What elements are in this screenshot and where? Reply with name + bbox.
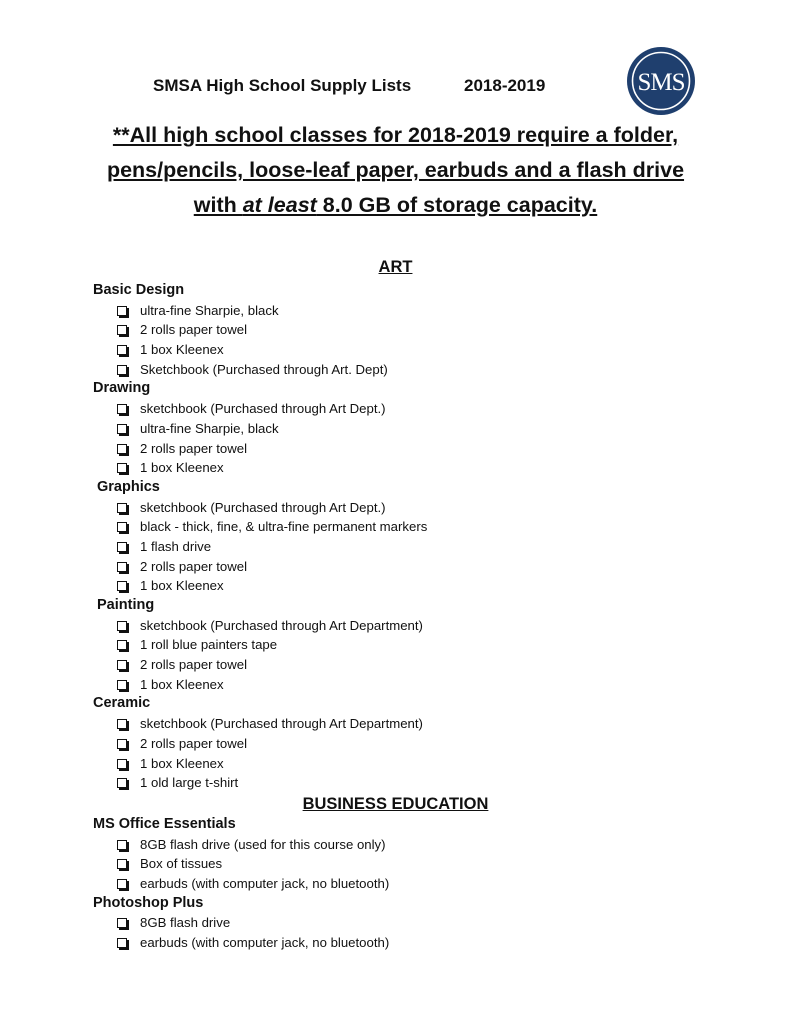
item-label: Box of tissues [140,856,223,872]
supply-list [0,256,791,953]
list-item [0,340,791,360]
list-item [0,616,791,636]
list-item [0,854,791,874]
list-item [0,360,791,380]
list-item [0,439,791,459]
list-item [0,320,791,340]
checkbox-icon[interactable] [117,660,127,670]
item-label: earbuds (with computer jack, no bluetooth) [140,875,390,891]
item-label: 1 box Kleenex [140,676,224,692]
checkbox-icon[interactable] [117,719,127,729]
item-label: 1 flash drive [140,538,212,554]
item-label: 1 roll blue painters tape [140,637,278,653]
course-heading: Photoshop Plus [93,894,204,911]
item-label: 1 box Kleenex [140,342,224,358]
checkbox-icon[interactable] [117,759,127,769]
item-label: 1 box Kleenex [140,460,224,476]
checkbox-icon[interactable] [117,640,127,650]
item-label: 2 rolls paper towel [140,440,248,456]
item-label: earbuds (with computer jack, no bluetooth) [140,935,390,950]
checkbox-icon[interactable] [117,840,127,850]
item-label: 2 rolls paper towel [140,657,248,673]
list-item [0,835,791,855]
item-label: sketchbook (Purchased through Art Dept.) [140,401,386,417]
list-item [0,734,791,754]
checkbox-icon[interactable] [117,879,127,889]
list-item [0,498,791,518]
item-label: 1 box Kleenex [140,755,224,771]
notice-line-3: with at least 8.0 GB of storage capacity. [193,193,598,217]
checkbox-icon[interactable] [117,562,127,572]
list-item [0,754,791,774]
checkbox-icon[interactable] [117,424,127,434]
checkbox-icon[interactable] [117,444,127,454]
course-heading: Drawing [93,380,151,397]
checkbox-icon[interactable] [117,345,127,355]
list-item [0,773,791,793]
course-heading: Graphics [97,478,160,495]
list-item [0,576,791,596]
checkbox-icon[interactable] [117,503,127,513]
course-heading: Basic Design [93,282,185,298]
item-label: 8GB flash drive (used for this course only) [140,836,386,852]
section-title: BUSINESS EDUCATION [302,794,489,813]
document-title: SMSA High School Supply Lists [153,76,412,95]
item-label: sketchbook (Purchased through Art Dept.) [140,499,386,515]
supply-notice [30,118,761,223]
item-label: 1 old large t-shirt [140,775,239,791]
list-item [0,557,791,577]
checkbox-icon[interactable] [117,581,127,591]
item-label: Sketchbook (Purchased through Art. Dept) [140,361,388,377]
notice-line-2: pens/pencils, loose-leaf paper, earbuds and a flash drive [106,158,685,182]
checkbox-icon[interactable] [117,859,127,869]
notice-line-1: **All high school classes for 2018-2019 require a folder, [112,123,679,147]
list-item [0,399,791,419]
section-title: ART [378,258,413,276]
checkbox-icon[interactable] [117,306,127,316]
list-item [0,458,791,478]
item-label: sketchbook (Purchased through Art Department) [140,716,423,732]
item-label: 2 rolls paper towel [140,558,248,574]
checkbox-icon[interactable] [117,778,127,788]
list-item [0,537,791,557]
checkbox-icon[interactable] [117,463,127,473]
checkbox-icon[interactable] [117,680,127,690]
checkbox-icon[interactable] [117,522,127,532]
list-item [0,714,791,734]
checkbox-icon[interactable] [117,542,127,552]
list-item [0,913,791,933]
list-item [0,675,791,695]
list-item [0,635,791,655]
item-label: 1 box Kleenex [140,578,224,594]
list-item [0,874,791,894]
course-heading: Ceramic [93,695,151,712]
item-label: ultra-fine Sharpie, black [140,420,279,436]
svg-text:SMS: SMS [637,69,685,96]
checkbox-icon[interactable] [117,621,127,631]
sms-logo [626,46,696,116]
item-label: sketchbook (Purchased through Art Department) [140,617,423,633]
notice-emphasis: at least [242,193,317,217]
course-heading: Painting [97,597,155,613]
checkbox-icon[interactable] [117,918,127,928]
checkbox-icon[interactable] [117,365,127,375]
list-item [0,301,791,321]
item-label: ultra-fine Sharpie, black [140,302,279,318]
item-label: 2 rolls paper towel [140,735,248,751]
item-label: black - thick, fine, & ultra-fine permanent markers [140,519,428,535]
list-item [0,419,791,439]
course-heading: MS Office Essentials [93,815,236,832]
checkbox-icon[interactable] [117,404,127,414]
checkbox-icon[interactable] [117,938,127,948]
list-item [0,655,791,675]
item-label: 2 rolls paper towel [140,322,248,338]
checkbox-icon[interactable] [117,739,127,749]
list-item [0,933,791,953]
school-year: 2018-2019 [464,76,546,95]
checkbox-icon[interactable] [117,325,127,335]
list-item [0,517,791,537]
item-label: 8GB flash drive [140,915,231,931]
